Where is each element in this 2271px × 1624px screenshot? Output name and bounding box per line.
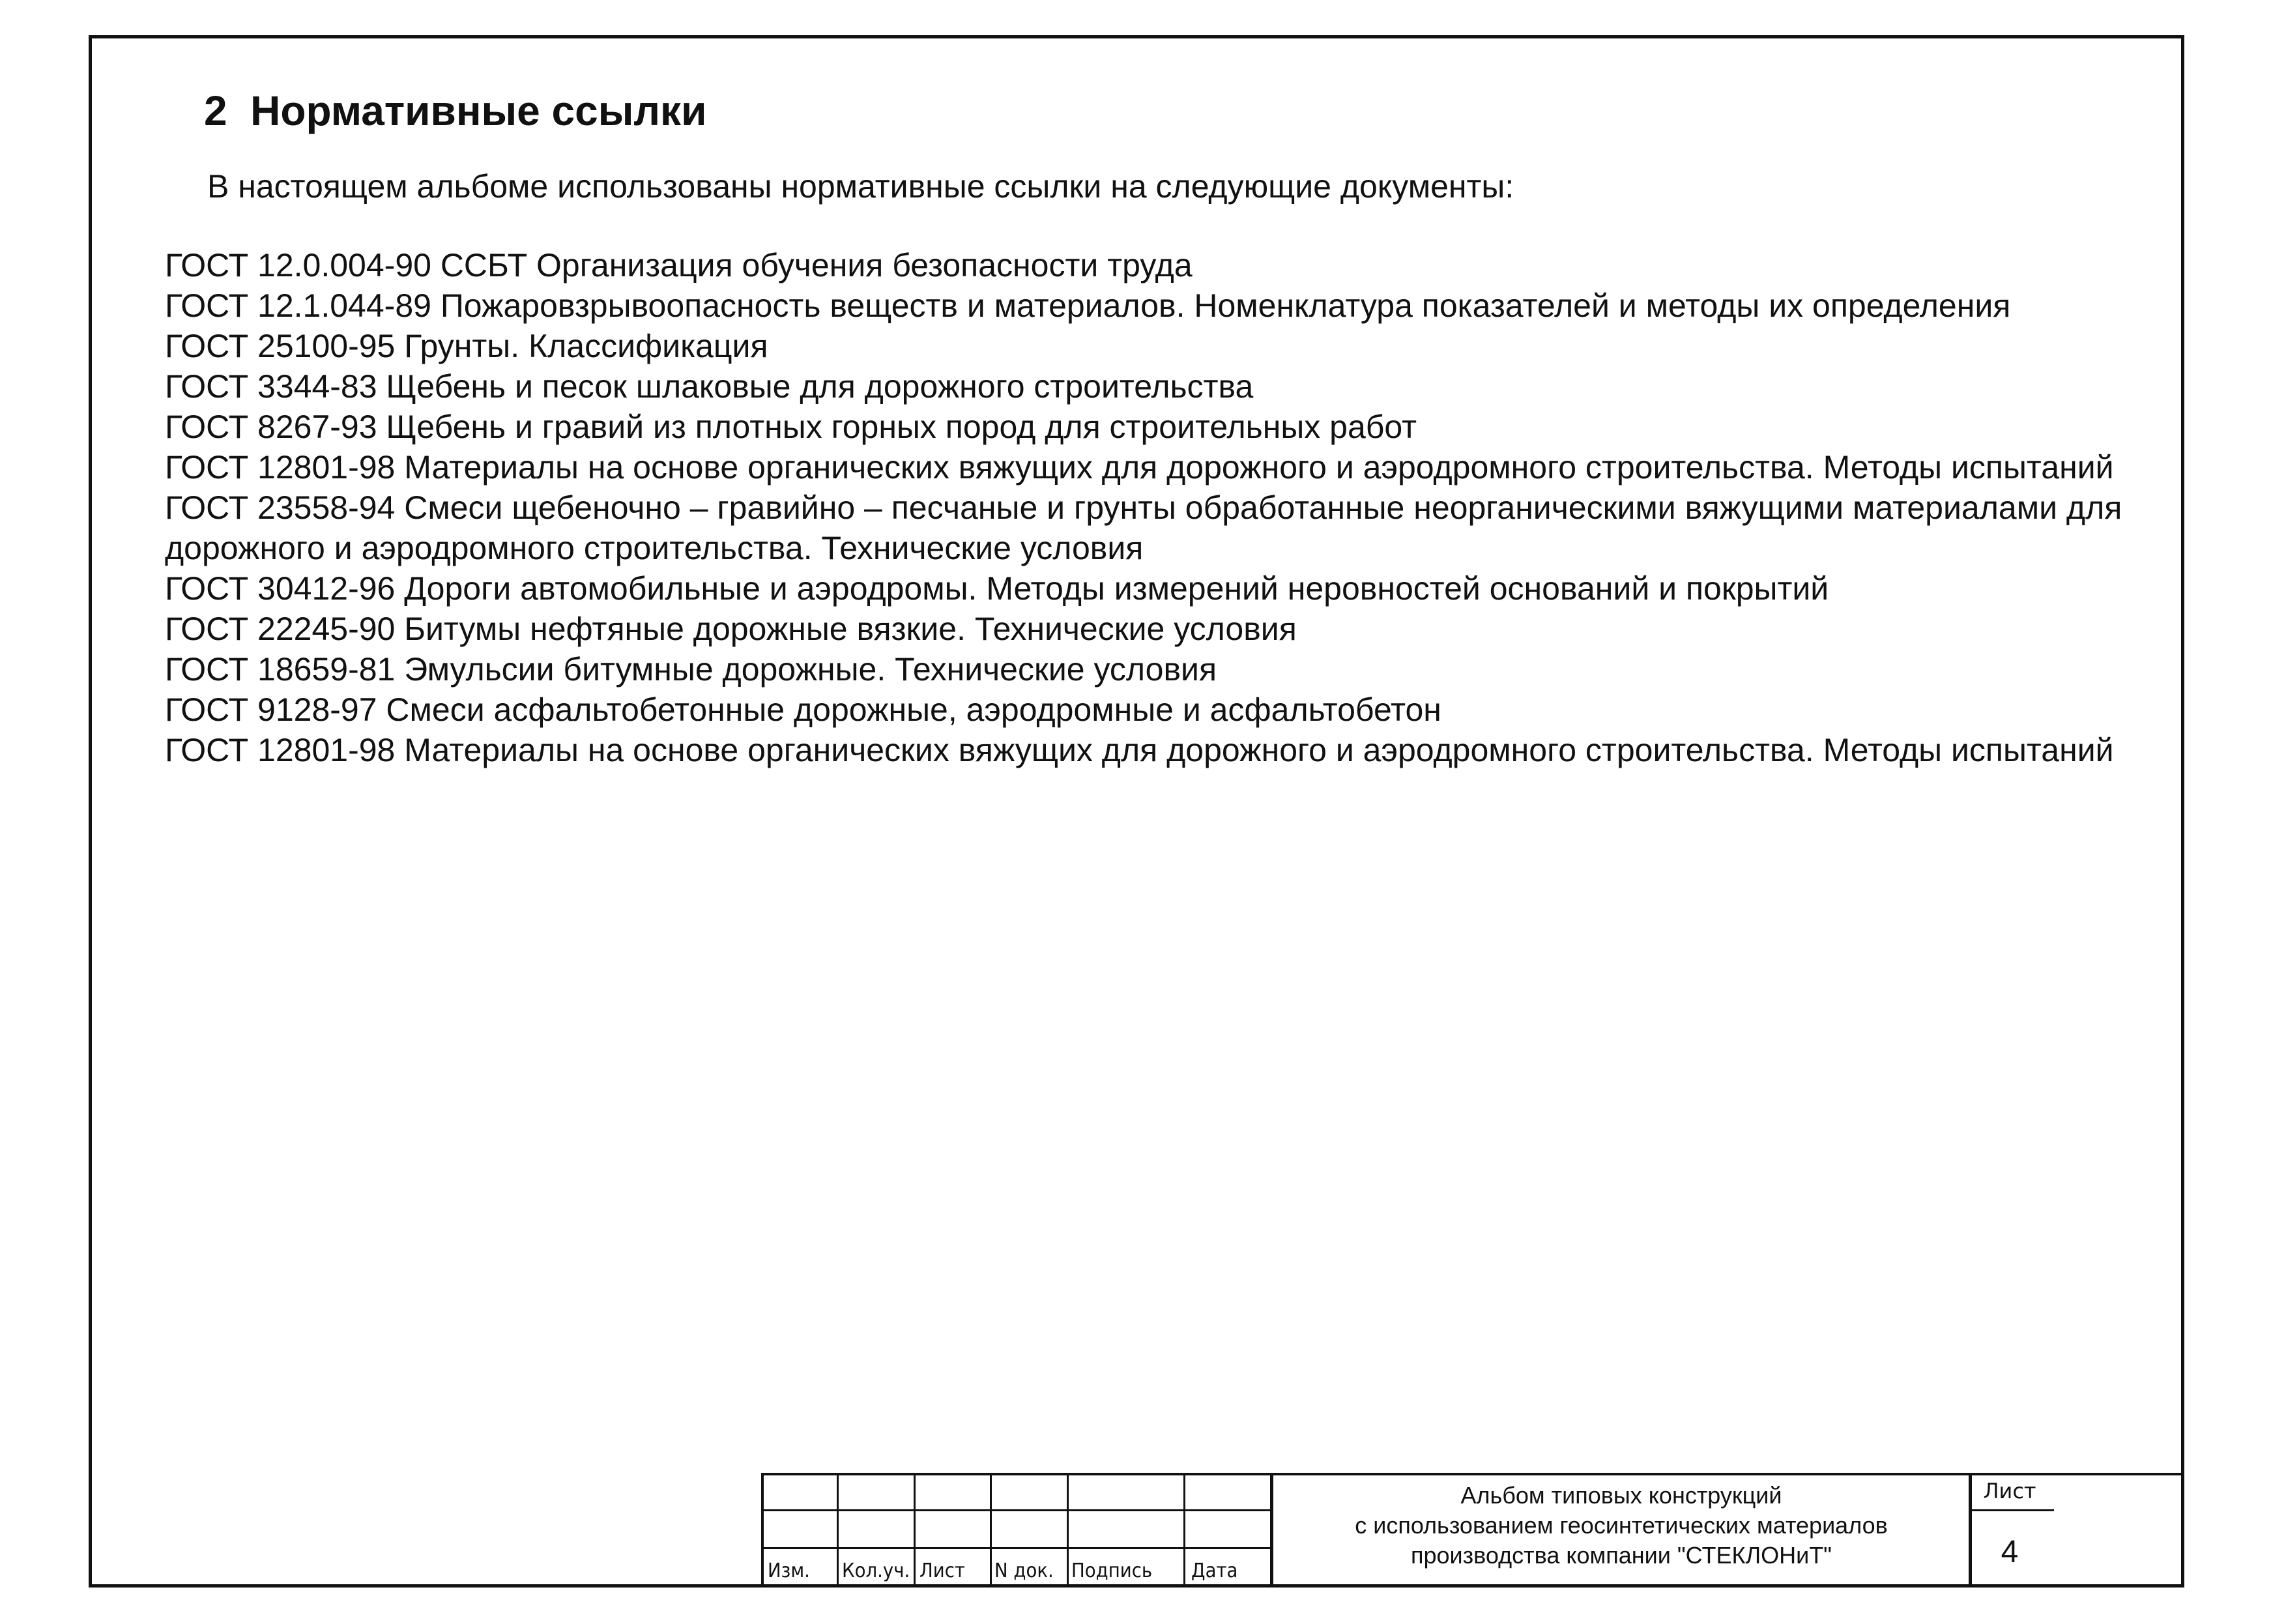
sheet-label: Лист	[1983, 1479, 2036, 1503]
album-caption	[1275, 1481, 1967, 1571]
revision-grid-line	[990, 1473, 992, 1585]
section-title: Нормативные ссылки	[250, 87, 707, 134]
sheet-number: 4	[2001, 1535, 2019, 1569]
album-caption-line: производства компании "СТЕКЛОНиТ"	[1411, 1542, 1832, 1569]
reference-item: ГОСТ 9128-97 Смеси асфальтобетонные дорожные, аэродромные и асфальтобетон	[165, 691, 1441, 728]
column-label-signature: Подпись	[1071, 1559, 1153, 1582]
column-label-change: Изм.	[768, 1559, 810, 1582]
revision-grid-line	[1183, 1473, 1185, 1585]
reference-item: ГОСТ 12801-98 Материалы на основе органических вяжущих для дорожного и аэродромного строительства. Методы испытаний	[165, 732, 2114, 768]
reference-item: ГОСТ 22245-90 Битумы нефтяные дорожные вязкие. Технические условия	[165, 611, 1297, 647]
title-block-left-border	[761, 1473, 764, 1585]
reference-item: ГОСТ 12.0.004-90 ССБТ Организация обучения безопасности труда	[165, 247, 1193, 283]
reference-item: ГОСТ 8267-93 Щебень и гравий из плотных горных пород для строительных работ	[165, 409, 1417, 445]
reference-item: ГОСТ 3344-83 Щебень и песок шлаковые для дорожного строительства	[165, 368, 1254, 405]
title-block	[761, 1473, 2184, 1585]
album-caption-line: с использованием геосинтетических материалов	[1355, 1512, 1888, 1539]
revision-grid-line	[837, 1473, 839, 1585]
column-label-document-number: N док.	[994, 1559, 1054, 1582]
reference-item: ГОСТ 25100-95 Грунты. Классификация	[165, 328, 768, 364]
reference-item: ГОСТ 12801-98 Материалы на основе органических вяжущих для дорожного и аэродромного строительства. Методы испытаний	[165, 449, 2114, 486]
column-label-date: Дата	[1191, 1559, 1238, 1582]
intro-paragraph: В настоящем альбоме использованы нормативные ссылки на следующие документы:	[207, 168, 1514, 205]
reference-item: ГОСТ 18659-81 Эмульсии битумные дорожные. Технические условия	[165, 651, 1217, 688]
reference-item: ГОСТ 30412-96 Дороги автомобильные и аэродромы. Методы измерений неровностей оснований и покрытий	[165, 570, 1829, 607]
column-label-sheet: Лист	[919, 1559, 965, 1582]
section-heading	[204, 85, 706, 137]
revision-grid-line	[914, 1473, 916, 1585]
reference-item: ГОСТ 23558-94 Смеси щебеночно – гравийно – песчаные и грунты обработанные неорганическими вяжущими материалами для дорожного и аэродромного строительства. Технические условия	[165, 489, 2122, 566]
column-label-quantity: Кол.уч.	[842, 1559, 910, 1582]
reference-item: ГОСТ 12.1.044-89 Пожаровзрывоопасность веществ и материалов. Номенклатура показателей и методы их определения	[165, 287, 2011, 324]
references-list	[165, 245, 2152, 770]
sheet-box-divider	[1969, 1509, 2054, 1511]
caption-separator	[1270, 1473, 1273, 1585]
revision-grid-line	[1067, 1473, 1069, 1585]
section-number: 2	[204, 87, 227, 134]
album-caption-line: Альбом типовых конструкций	[1460, 1482, 1782, 1509]
